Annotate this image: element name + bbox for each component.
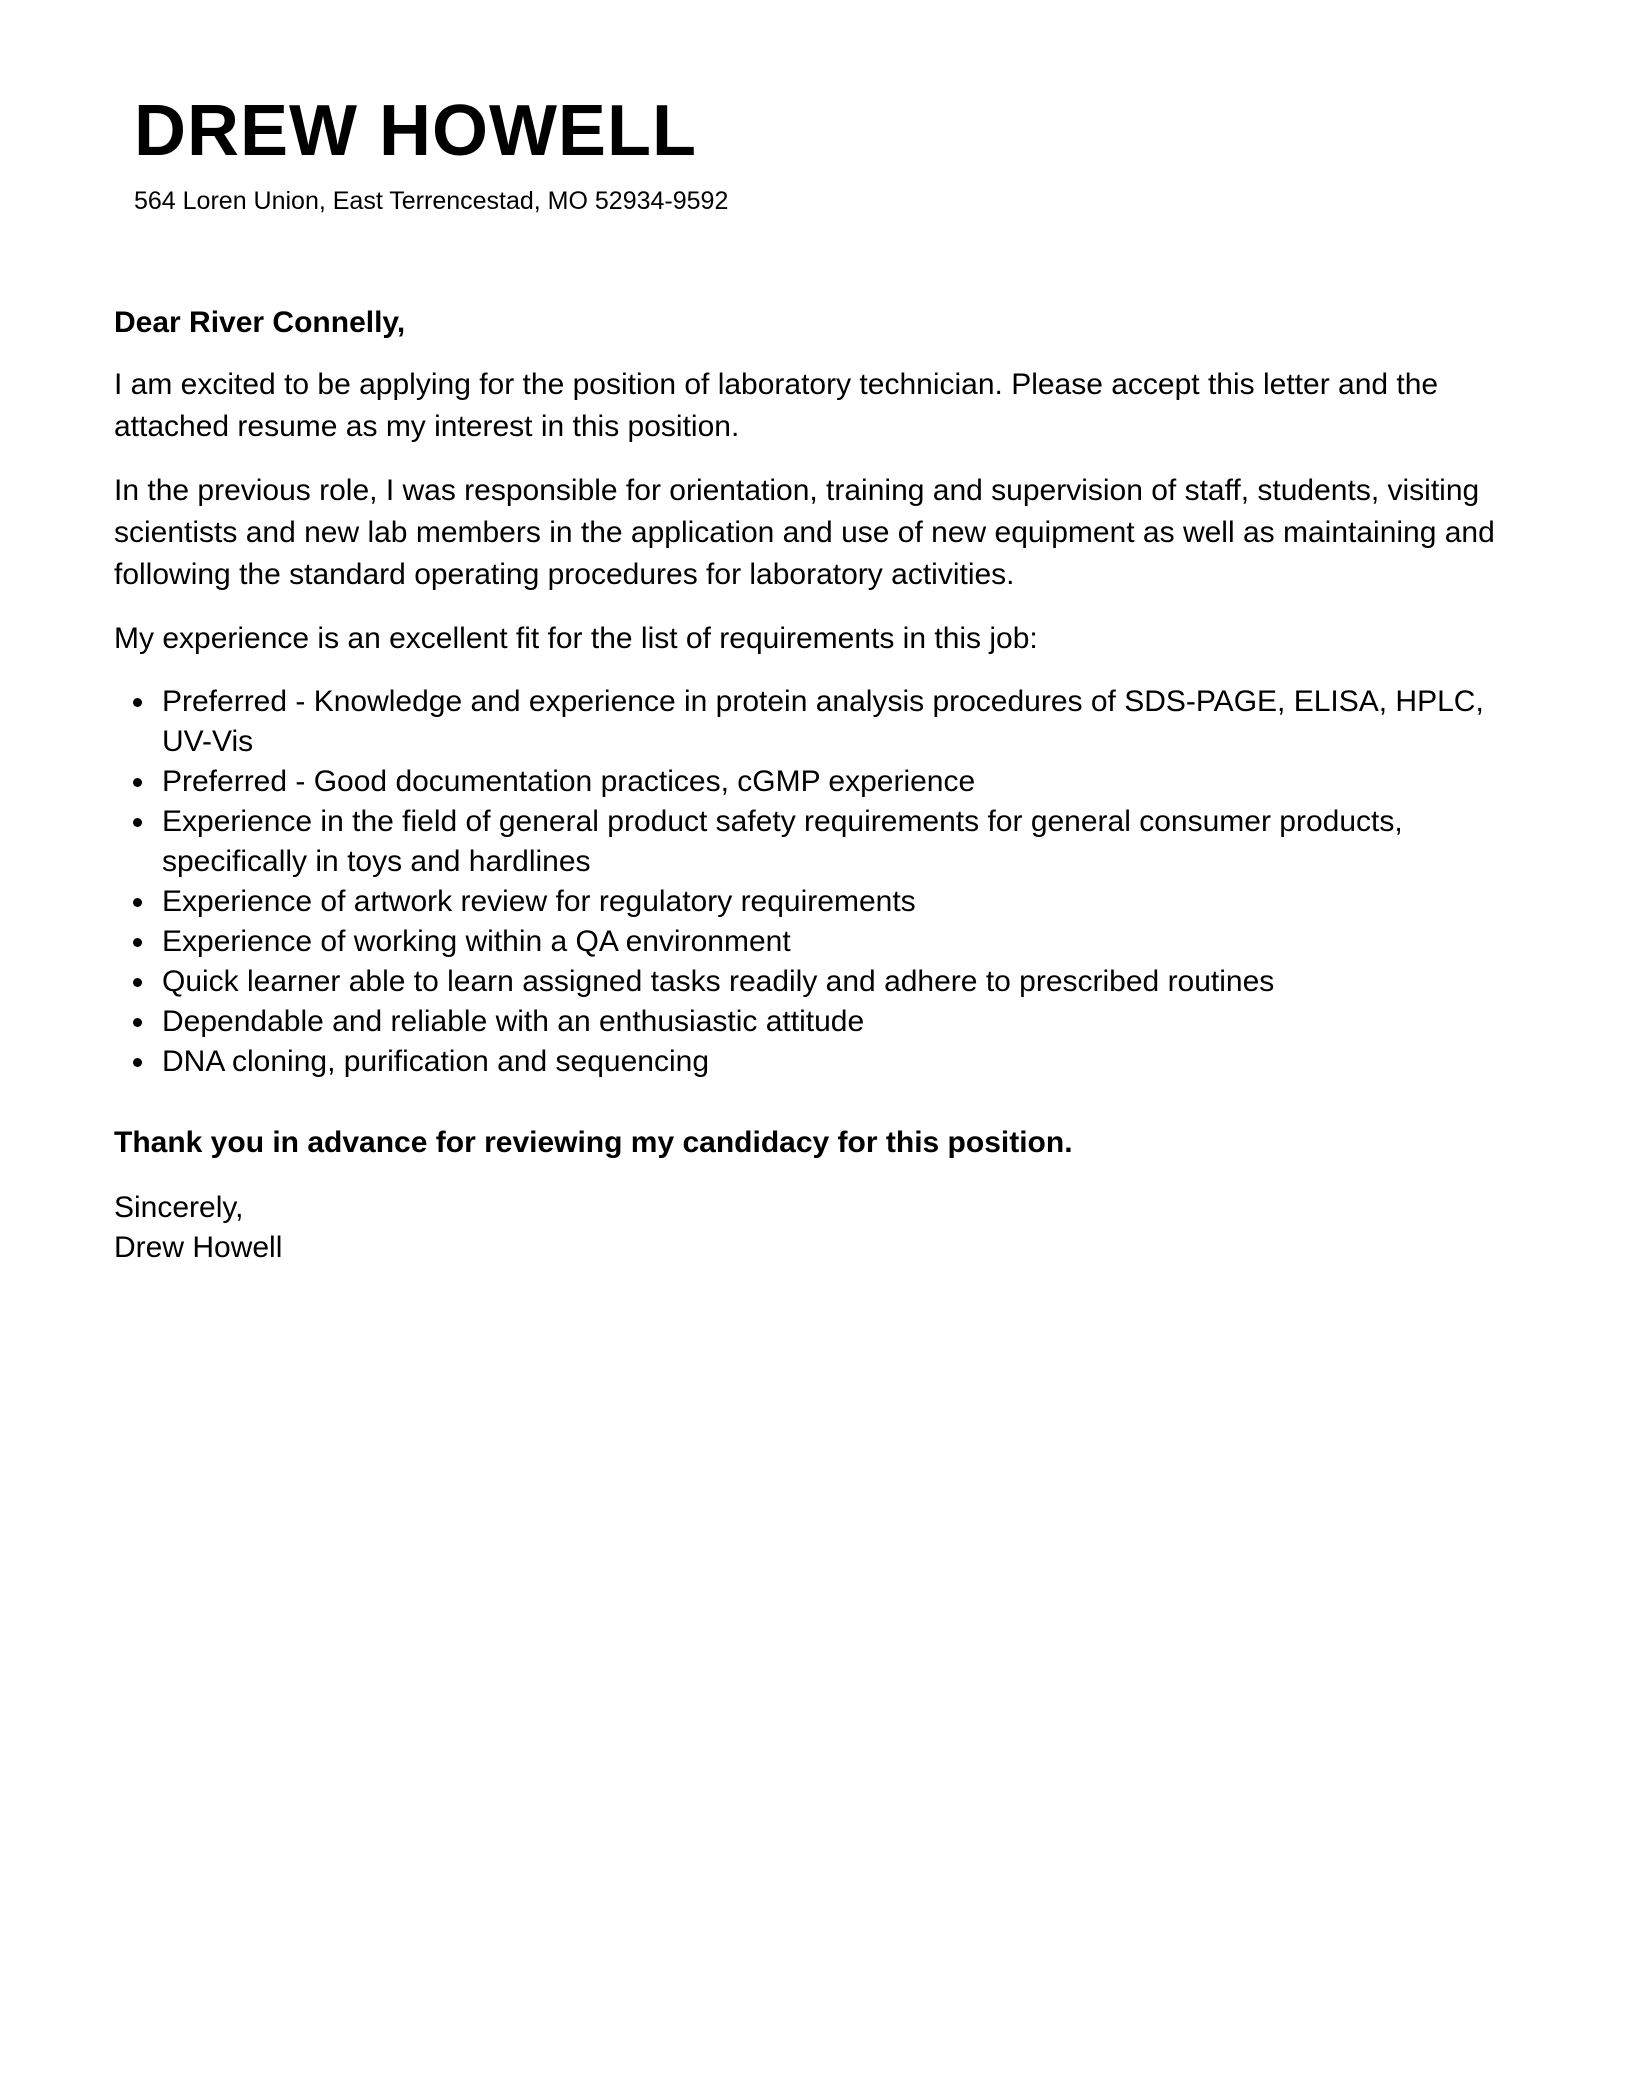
bullet-icon [133, 698, 142, 707]
intro-paragraph: I am excited to be applying for the position of laboratory technician. Please accept this letter and the attached resume as my interest in this position. [114, 368, 1439, 443]
list-item [162, 802, 1514, 882]
list-item [162, 882, 1514, 922]
bullet-icon [133, 898, 142, 907]
signature-name: Drew Howell [114, 1231, 283, 1264]
applicant-address: 564 Loren Union, East Terrencestad, MO 52934-9592 [134, 187, 729, 215]
list-item-text: Experience of artwork review for regulatory requirements [162, 885, 916, 918]
requirements-list [114, 682, 1514, 1082]
list-item [162, 762, 1514, 802]
applicant-name: DREW HOWELL [134, 91, 697, 171]
list-item [162, 1002, 1514, 1042]
list-item [162, 682, 1514, 762]
list-item [162, 922, 1514, 962]
bullet-icon [133, 978, 142, 987]
bullet-icon [133, 1018, 142, 1027]
salutation: Dear River Connelly, [114, 306, 406, 339]
letter-header [134, 88, 1434, 218]
list-item-text: Experience in the field of general product safety requirements for general consumer products, specifically in toys and hardlines [162, 805, 1403, 878]
bullet-icon [133, 1058, 142, 1067]
bullet-icon [133, 778, 142, 787]
list-item-text: Dependable and reliable with an enthusiastic attitude [162, 1005, 865, 1038]
letter-body [114, 302, 1514, 1268]
list-item-text: DNA cloning, purification and sequencing [162, 1045, 710, 1078]
list-item-text: Quick learner able to learn assigned tasks readily and adhere to prescribed routines [162, 965, 1275, 998]
list-item-text: Preferred - Knowledge and experience in protein analysis procedures of SDS-PAGE, ELISA, HPLC, UV-Vis [162, 685, 1484, 758]
signoff-text: Sincerely, [114, 1191, 244, 1224]
list-item [162, 1042, 1514, 1082]
list-item [162, 962, 1514, 1002]
bullet-icon [133, 938, 142, 947]
list-item-text: Preferred - Good documentation practices, cGMP experience [162, 765, 976, 798]
experience-paragraph: In the previous role, I was responsible for orientation, training and supervision of staff, students, visiting scientists and new lab members in the application and use of new equipment as well as maintaining and following the standard operating procedures for laboratory activities. [114, 474, 1495, 591]
list-item-text: Experience of working within a QA environment [162, 925, 791, 958]
requirements-intro: My experience is an excellent fit for the list of requirements in this job: [114, 622, 1038, 655]
closing-statement: Thank you in advance for reviewing my candidacy for this position. [114, 1126, 1073, 1159]
bullet-icon [133, 818, 142, 827]
signoff-block [114, 1188, 1514, 1268]
